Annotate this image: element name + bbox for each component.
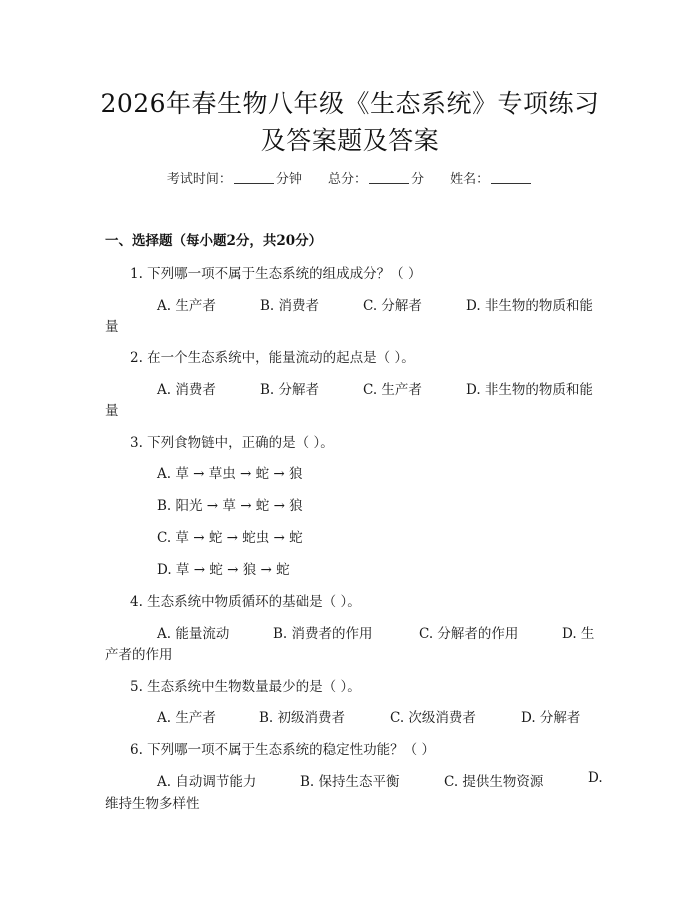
q1-option-b: B. 消费者	[260, 298, 320, 314]
time-blank	[234, 171, 274, 184]
section-title: 一、选择题（每小题2分，共20分）	[105, 233, 323, 249]
q2-option-b: B. 分解者	[260, 382, 320, 398]
q1-option-a: A. 生产者	[157, 298, 216, 314]
exam-meta-line	[0, 168, 700, 187]
q3-option-a: A. 草 → 草虫 → 蛇 → 狼	[157, 466, 303, 482]
q2-option-a: A. 消费者	[157, 382, 216, 398]
score-unit: 分	[411, 172, 425, 187]
q6-option-a: A. 自动调节能力	[157, 774, 257, 790]
score-label: 总分：	[327, 172, 367, 187]
page-title-line-1: 2026年春生物八年级《生态系统》专项练习	[100, 89, 600, 118]
q5-option-a: A. 生产者	[157, 710, 216, 726]
name-blank	[491, 171, 531, 184]
q6-option-d: D.	[588, 770, 603, 786]
question-6-stem: 6. 下列哪一项不属于生态系统的稳定性功能？（ ）	[130, 742, 435, 758]
time-unit: 分钟	[275, 172, 302, 187]
name-label: 姓名：	[450, 172, 490, 187]
q2-option-d-wrap: 量	[105, 403, 119, 419]
q3-option-b: B. 阳光 → 草 → 蛇 → 狼	[157, 498, 303, 514]
q4-option-b: B. 消费者的作用	[273, 626, 373, 642]
q6-option-c: C. 提供生物资源	[444, 774, 544, 790]
q4-option-d: D. 生	[562, 626, 595, 642]
q5-option-b: B. 初级消费者	[259, 710, 346, 726]
q5-option-d: D. 分解者	[521, 710, 581, 726]
q3-option-c: C. 草 → 蛇 → 蛇虫 → 蛇	[157, 530, 303, 546]
q1-option-d-wrap: 量	[105, 319, 119, 335]
question-5-stem: 5. 生态系统中生物数量最少的是（ ）。	[130, 679, 361, 695]
q6-option-b: B. 保持生态平衡	[300, 774, 400, 790]
q4-option-d-wrap: 产者的作用	[105, 647, 173, 663]
q1-option-d: D. 非生物的物质和能	[466, 298, 593, 314]
q5-option-c: C. 次级消费者	[390, 710, 476, 726]
question-2-stem: 2. 在一个生态系统中，能量流动的起点是（ ）。	[130, 350, 415, 366]
q1-option-c: C. 分解者	[363, 298, 422, 314]
question-4-stem: 4. 生态系统中物质循环的基础是（ ）。	[130, 594, 361, 610]
q6-option-d-wrap: 维持生物多样性	[105, 796, 200, 812]
page-title-line-2: 及答案题及答案	[260, 126, 440, 155]
q2-option-d: D. 非生物的物质和能	[466, 382, 593, 398]
question-3-stem: 3. 下列食物链中，正确的是（ ）。	[130, 435, 334, 451]
q2-option-c: C. 生产者	[363, 382, 422, 398]
score-blank	[369, 171, 409, 184]
q4-option-a: A. 能量流动	[157, 626, 230, 642]
q3-option-d: D. 草 → 蛇 → 狼 → 蛇	[157, 562, 290, 578]
time-label: 考试时间：	[166, 172, 232, 187]
question-1-stem: 1. 下列哪一项不属于生态系统的组成成分？（ ）	[130, 266, 422, 282]
q4-option-c: C. 分解者的作用	[419, 626, 519, 642]
